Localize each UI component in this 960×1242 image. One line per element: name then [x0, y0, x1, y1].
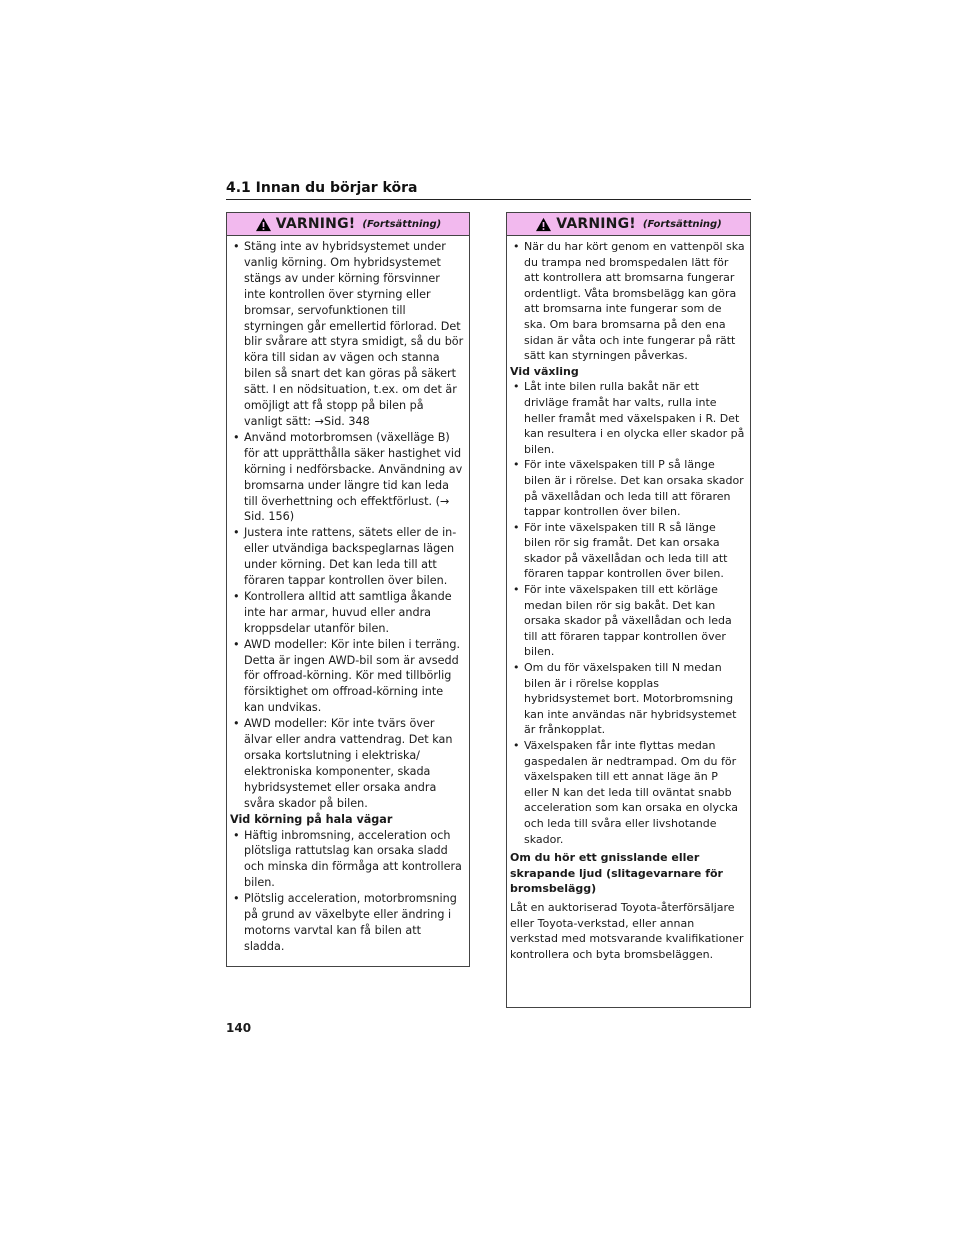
section-title: 4.1 Innan du börjar köra [226, 180, 751, 200]
warning-continued: (Fortsättning) [642, 218, 722, 230]
warning-label: VARNING! [275, 216, 356, 232]
list-item: • Stäng inte av hybridsystemet under vanlig körning. Om hybridsystemet stängs av under körning försvinner inte kontrollen över styrning eller bromsar, servofunktionen till styrningen går emellertid förlorad. Det blir svårare att styra smidigt, så du bör köra till sidan av vägen och stanna bilen så snart det kan göras på säkert sätt. I en nödsituation, t.ex. om det är omöjligt att få stopp på bilen på vanligt sätt: →Sid. 348 [230, 239, 464, 430]
warning-header [227, 213, 469, 236]
warning-header [507, 213, 750, 236]
warning-box-right [506, 212, 751, 1008]
list-item: • AWD modeller: Kör inte tvärs över älvar eller andra vattendrag. Det kan orsaka kortslutning i elektriska/ elektroniska komponenter, skada hybridsystemet eller orsaka andra svåra skador på bilen. [230, 716, 464, 811]
list-item: • Justera inte rattens, sätets eller de in- eller utvändiga backspeglarnas lägen under körning. Det kan leda till att föraren tappar kontrollen över bilen. [230, 525, 464, 589]
list-item: • Växelspaken får inte flyttas medan gaspedalen är nedtrampad. Om du för växelspaken till ett annat läge än P eller N kan det leda till oväntat snabb acceleration som kan orsaka en olycka och leda till svåra eller livshotande skador. [510, 738, 745, 847]
slippery-list [230, 828, 464, 955]
subheading-noise: Om du hör ett gnisslande eller skrapande ljud (slitagevarnare för bromsbelägg) [510, 851, 723, 896]
shift-list [510, 379, 745, 847]
list-item: • För inte växelspaken till R så länge bilen rör sig framåt. Det kan orsaka skador på växellådan och leda till att föraren tappar kontrollen över bilen. [510, 520, 745, 582]
list-item: • Om du för växelspaken till N medan bilen är i rörelse kopplas hybridsystemet bort. Motorbromsning kan inte användas när hybridsystemet är frånkopplat. [510, 660, 745, 738]
list-item: • Låt inte bilen rulla bakåt när ett drivläge framåt har valts, rulla inte heller framåt med växelspaken i R. Det kan resultera i en olycka eller skador på bilen. [510, 379, 745, 457]
subheading-slippery: Vid körning på hala vägar [230, 812, 393, 826]
list-item: • Använd motorbromsen (växelläge B) för att upprätthålla säker hastighet vid körning i nedförsbacke. Användning av bromsarna under längre tid kan leda till överhettning och effektförlust. (→ Sid. 156) [230, 430, 464, 525]
list-item: • AWD modeller: Kör inte bilen i terräng. Detta är ingen AWD-bil som är avsedd för offroad-körning. Kör med tillbörlig försiktighet om offroad-körning inte kan undvikas. [230, 637, 464, 717]
list-item: • När du har kört genom en vattenpöl ska du trampa ned bromspedalen lätt för att kontrollera att bromsarna fungerar ordentligt. Våta bromsbelägg kan göra att bromsarna inte fungerar som de ska. Om bara bromsarna på den ena sidan är våta och inte fungerar på rätt sätt kan styrningen påverkas. [510, 239, 745, 364]
list-item: • Kontrollera alltid att samtliga åkande inte har armar, huvud eller andra kroppsdelar utanför bilen. [230, 589, 464, 637]
warning-triangle-icon [535, 217, 552, 232]
page-number: 140 [226, 1021, 252, 1035]
warning-box-left [226, 212, 470, 967]
list-item: • För inte växelspaken till ett körläge medan bilen rör sig bakåt. Det kan orsaka skador på växellådan och leda till att föraren tappar kontrollen över bilen. [510, 582, 745, 660]
list-item: • Häftig inbromsning, acceleration och plötsliga rattutslag kan orsaka sladd och minska din förmåga att kontrollera bilen. [230, 828, 464, 892]
warning-label: VARNING! [556, 216, 636, 232]
warning-list [230, 239, 464, 812]
warning-body [227, 236, 469, 955]
list-item: • För inte växelspaken till P så länge bilen är i rörelse. Det kan orsaka skador på växellådan och leda till att föraren tappar kontrollen över bilen. [510, 457, 745, 519]
warning-continued: (Fortsättning) [362, 218, 442, 230]
subheading-shift: Vid växling [510, 364, 579, 378]
noise-text: Låt en auktoriserad Toyota-återförsäljare eller Toyota-verkstad, eller annan verkstad med motsvarande kvalifikationer kontrollera och byta bromsbeläggen. [510, 900, 744, 961]
warning-triangle-icon [255, 217, 272, 232]
warning-list [510, 239, 745, 364]
warning-body [507, 236, 750, 962]
list-item: • Plötslig acceleration, motorbromsning på grund av växelbyte eller ändring i motorns varvtal kan få bilen att sladda. [230, 891, 464, 955]
